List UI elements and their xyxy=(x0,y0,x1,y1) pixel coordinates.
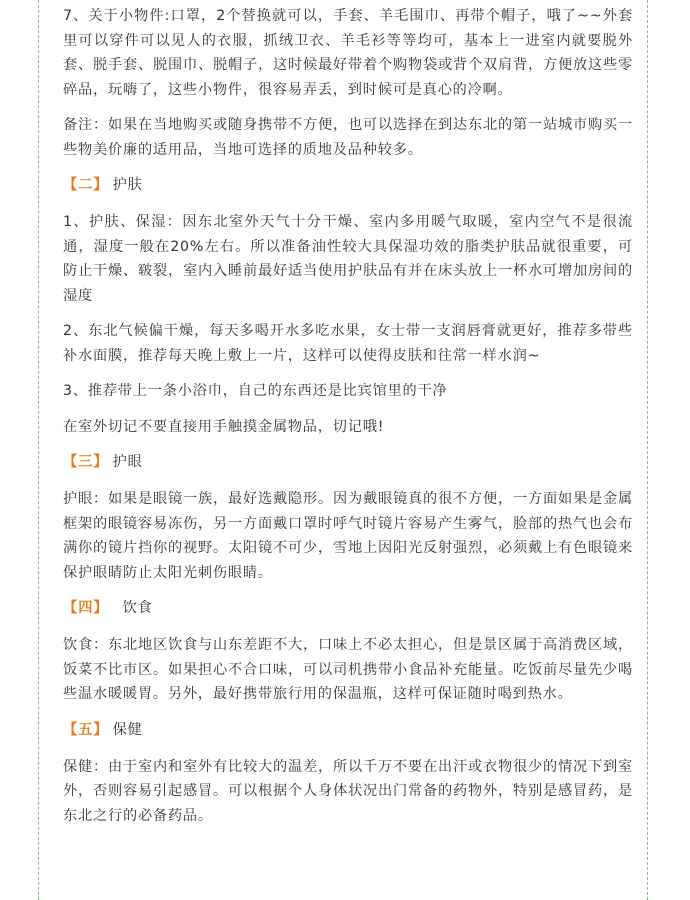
paragraph-eyecare: 护眼：如果是眼镜一族，最好选戴隐形。因为戴眼镜真的很不方便，一方面如果是金属框架的眼镜容易冻伤，另一方面戴口罩时呼气时镜片容易产生雾气，脸部的热气也会布满你的镜片挡你的视野。太阳镜不可少，雪地上因阳光反射强烈，必须戴上有色眼镜来保护眼睛防止太阳光刺伤眼睛。 xyxy=(63,491,633,581)
section-title: 护眼 xyxy=(112,454,143,470)
paragraph-small-items: 7、关于小物件:口罩，2个替换就可以，手套、羊毛围巾、再带个帽子，哦了~~外套里可以穿件可以见人的衣服，抓绒卫衣、羊毛衫等等均可，基本上一进室内就要脱外套、脱手套、脱围巾、脱帽子，这时候最好带着个购物袋或背个双肩背，方便放这些零碎品，玩嗨了，这些小物件，很容易弄丢，到时候可是真心的冷啊。 xyxy=(63,8,633,98)
section-heading-health xyxy=(63,718,633,742)
section-title: 保健 xyxy=(112,721,143,738)
section-number: 【三】 xyxy=(63,454,109,470)
section-title: 护肤 xyxy=(112,177,143,193)
section-heading-skincare xyxy=(63,173,633,197)
section-number: 【二】 xyxy=(63,177,109,193)
paragraph-skincare-1: 1、护肤、保湿：因东北室外天气十分干燥、室内多用暖气取暖，室内空气不是很流通，湿度一般在20%左右。所以准备油性较大具保湿功效的脂类护肤品就很重要，可防止干燥、皲裂，室内入睡前最好适当使用护肤品有并在床头放上一杯水可增加房间的湿度 xyxy=(63,214,633,304)
section-number: 【五】 xyxy=(63,721,109,738)
paragraph-metal-warning: 在室外切记不要直接用手触摸金属物品，切记哦! xyxy=(63,418,385,435)
paragraph-skincare-2: 2、东北气候偏干燥，每天多喝开水多吃水果，女士带一支润唇膏就更好，推荐多带些补水面膜，推荐每天晚上敷上一片，这样可以使得皮肤和往常一样水润~ xyxy=(63,323,633,364)
paragraph-health: 保健：由于室内和室外有比较大的温差，所以千万不要在出汗或衣物很少的情况下到室外，否则容易引起感冒。可以根据个人身体状况出门常备的药物外，特别是感冒药，是东北之行的必备药品。 xyxy=(63,758,633,824)
paragraph-food: 饮食：东北地区饮食与山东差距不大，口味上不必太担心，但是景区属于高消费区域，饭菜不比市区。如果担心不合口味，可以司机携带小食品补充能量。吃饭前尽量先少喝些温水暖暖胃。另外，最好携带旅行用的保温瓶，这样可保证随时喝到热水。 xyxy=(63,637,633,702)
section-heading-food xyxy=(63,596,633,620)
article-body xyxy=(63,4,633,839)
paragraph-skincare-3: 3、推荐带上一条小浴巾，自己的东西还是比宾馆里的干净 xyxy=(63,383,448,399)
section-heading-eyecare xyxy=(63,450,633,474)
section-title: 饮食 xyxy=(122,600,153,616)
section-number: 【四】 xyxy=(63,600,109,616)
paragraph-note: 备注：如果在当地购买或随身携带不方便，也可以选择在到达东北的第一站城市购买一些物美价廉的适用品，当地可选择的质地及品种较多。 xyxy=(63,117,633,158)
